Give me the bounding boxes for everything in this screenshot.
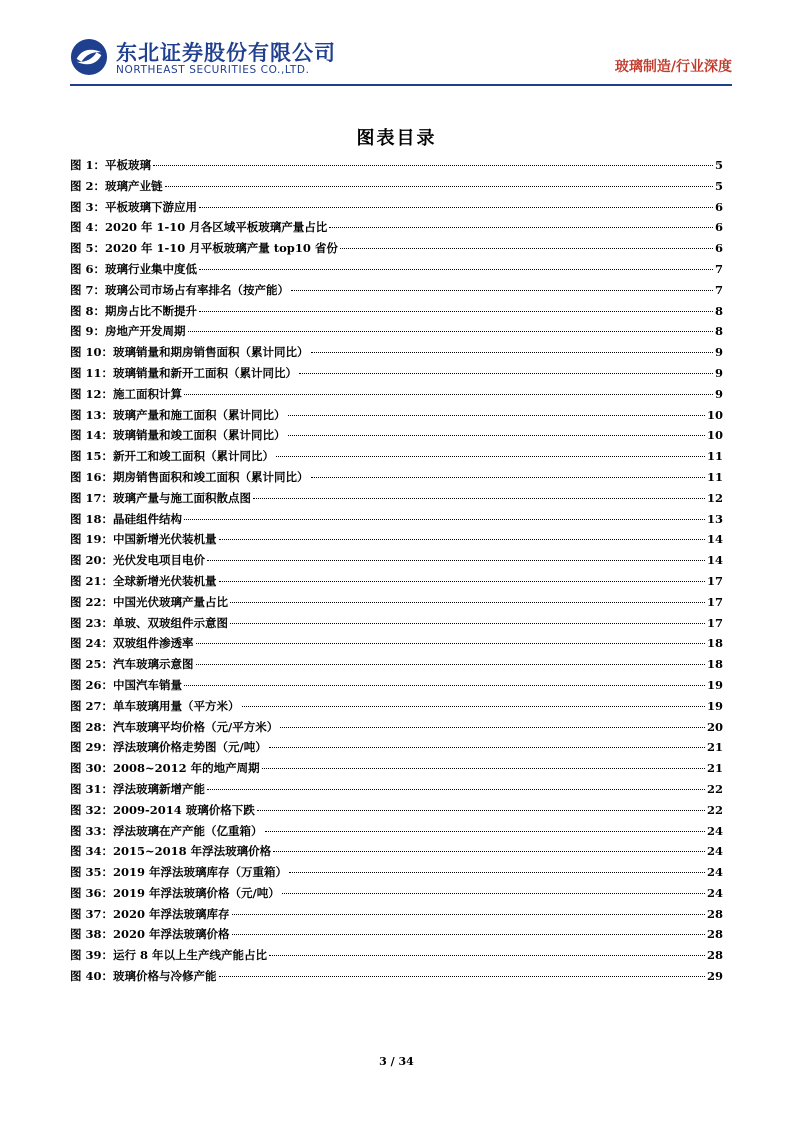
toc-entry[interactable] [70, 906, 723, 927]
toc-entry-page: 6 [714, 241, 723, 256]
toc-entry[interactable] [70, 760, 723, 781]
toc-entry-label: 图 34：2015~2018 年浮法玻璃价格 [70, 844, 272, 859]
dot-leader [257, 810, 705, 811]
toc-entry-page: 7 [714, 261, 723, 276]
dot-leader [269, 747, 705, 748]
dot-leader [207, 560, 705, 561]
dot-leader [199, 311, 713, 312]
toc-entry-label: 图 10：玻璃销量和期房销售面积（累计同比） [70, 345, 309, 360]
toc-entry-label: 图 33：浮法玻璃在产产能（亿重箱） [70, 823, 263, 838]
toc-entry-page: 22 [706, 802, 723, 817]
dot-leader [288, 435, 705, 436]
toc-entry-label: 图 18：晶硅组件结构 [70, 511, 183, 526]
toc-entry[interactable] [70, 344, 723, 365]
dot-leader [273, 851, 705, 852]
toc-entry-label: 图 35：2019 年浮法玻璃库存（万重箱） [70, 865, 288, 880]
toc-entry[interactable] [70, 386, 723, 407]
dot-leader [280, 727, 705, 728]
toc-entry-page: 13 [706, 511, 723, 526]
toc-entry-label: 图 5：2020 年 1-10 月平板玻璃产量 top10 省份 [70, 241, 338, 256]
dot-leader [196, 664, 705, 665]
toc-entry-label: 图 26：中国汽车销量 [70, 677, 183, 692]
toc-entry[interactable] [70, 802, 723, 823]
dot-leader [269, 955, 705, 956]
toc-entry[interactable] [70, 739, 723, 760]
dot-leader [262, 768, 705, 769]
toc-entry[interactable] [70, 656, 723, 677]
toc-entry-page: 14 [706, 532, 723, 547]
toc-entry-label: 图 27：单车玻璃用量（平方米） [70, 698, 240, 713]
toc-entry-page: 19 [706, 698, 723, 713]
report-section-tag: 玻璃制造/行业深度 [614, 59, 732, 75]
toc-entry[interactable] [70, 490, 723, 511]
dot-leader [311, 477, 705, 478]
toc-entry-page: 17 [706, 594, 723, 609]
toc-entry-page: 9 [714, 345, 723, 360]
toc-entry-page: 6 [714, 220, 723, 235]
toc-entry[interactable] [70, 261, 723, 282]
toc-entry[interactable] [70, 823, 723, 844]
toc-entry[interactable] [70, 157, 723, 178]
toc-entry-label: 图 40：玻璃价格与冷修产能 [70, 969, 217, 984]
dot-leader [242, 706, 705, 707]
toc-entry-label: 图 38：2020 年浮法玻璃价格 [70, 927, 230, 942]
toc-entry-page: 7 [714, 282, 723, 297]
toc-entry-page: 28 [706, 906, 723, 921]
toc-entry-page: 11 [706, 449, 723, 464]
toc-entry-page: 14 [706, 553, 723, 568]
toc-entry-label: 图 25：汽车玻璃示意图 [70, 657, 194, 672]
toc-entry[interactable] [70, 240, 723, 261]
dot-leader [153, 165, 713, 166]
toc-entry-page: 17 [706, 615, 723, 630]
dot-leader [199, 207, 713, 208]
toc-entry-label: 图 32：2009-2014 玻璃价格下跌 [70, 802, 255, 817]
toc-entry-page: 21 [706, 761, 723, 776]
toc-entry[interactable] [70, 282, 723, 303]
toc-entry-page: 5 [714, 178, 723, 193]
toc-entry-label: 图 22：中国光伏玻璃产量占比 [70, 594, 229, 609]
dot-leader [196, 643, 705, 644]
dot-leader [219, 539, 705, 540]
dot-leader [188, 331, 713, 332]
toc-entry-label: 图 12：施工面积计算 [70, 386, 183, 401]
toc-entry-page: 24 [706, 823, 723, 838]
toc-entry-page: 10 [706, 428, 723, 443]
toc-entry[interactable] [70, 303, 723, 324]
dot-leader [340, 248, 713, 249]
dot-leader [230, 623, 705, 624]
toc-entry-label: 图 28：汽车玻璃平均价格（元/平方米） [70, 719, 279, 734]
toc-entry[interactable] [70, 511, 723, 532]
toc-entry-label: 图 13：玻璃产量和施工面积（累计同比） [70, 407, 286, 422]
dot-leader [288, 415, 705, 416]
toc-entry[interactable] [70, 427, 723, 448]
toc-entry-page: 8 [714, 303, 723, 318]
dot-leader [165, 186, 713, 187]
toc-entry-label: 图 20：光伏发电项目电价 [70, 553, 206, 568]
toc-entry[interactable] [70, 573, 723, 594]
page-header [70, 34, 732, 84]
toc-entry[interactable] [70, 199, 723, 220]
dot-leader [265, 831, 705, 832]
dot-leader [232, 914, 705, 915]
company-name-cn: 东北证券股份有限公司 [116, 41, 336, 65]
company-name-en: NORTHEAST SECURITIES CO.,LTD. [116, 64, 310, 76]
toc-entry-label: 图 23：单玻、双玻组件示意图 [70, 615, 229, 630]
dot-leader [232, 934, 705, 935]
toc-entry[interactable] [70, 864, 723, 885]
toc-entry[interactable] [70, 947, 723, 968]
toc-entry-label: 图 14：玻璃销量和竣工面积（累计同比） [70, 428, 286, 443]
toc-entry[interactable] [70, 781, 723, 802]
toc-entry-page: 6 [714, 199, 723, 214]
toc-entry-page: 20 [706, 719, 723, 734]
page-number: 3 / 34 [379, 1055, 414, 1068]
toc-entry-page: 24 [706, 844, 723, 859]
toc-entry-page: 9 [714, 386, 723, 401]
toc-entry[interactable] [70, 885, 723, 906]
toc-entry[interactable] [70, 365, 723, 386]
toc-entry-label: 图 16：期房销售面积和竣工面积（累计同比） [70, 469, 309, 484]
toc-entry-page: 28 [706, 927, 723, 942]
toc-entry-label: 图 15：新开工和竣工面积（累计同比） [70, 449, 275, 464]
toc-entry-page: 18 [706, 636, 723, 651]
toc-entry[interactable] [70, 677, 723, 698]
toc-entry[interactable] [70, 968, 723, 989]
toc-entry-page: 5 [714, 158, 723, 172]
toc-entry-label: 图 29：浮法玻璃价格走势图（元/吨） [70, 740, 267, 755]
toc-entry[interactable] [70, 594, 723, 615]
toc-entry-page: 24 [706, 885, 723, 900]
toc-entry[interactable] [70, 448, 723, 469]
dot-leader [184, 519, 705, 520]
toc-entry-page: 19 [706, 677, 723, 692]
toc-entry[interactable] [70, 615, 723, 636]
dot-leader [219, 976, 705, 977]
toc-entry-label: 图 7：玻璃公司市场占有率排名（按产能） [70, 282, 290, 297]
toc-entry-label: 图 1：平板玻璃 [70, 158, 152, 172]
toc-entry-label: 图 3：平板玻璃下游应用 [70, 199, 198, 214]
northeast-securities-logo-icon [70, 38, 108, 76]
dot-leader [184, 394, 713, 395]
toc-entry[interactable] [70, 635, 723, 656]
dot-leader [184, 685, 705, 686]
dot-leader [199, 269, 713, 270]
toc-entry-page: 28 [706, 948, 723, 963]
toc-entry-page: 8 [714, 324, 723, 339]
dot-leader [299, 373, 713, 374]
toc-entry[interactable] [70, 178, 723, 199]
dot-leader [207, 789, 705, 790]
toc-entry-label: 图 8：期房占比不断提升 [70, 303, 198, 318]
toc-entry-label: 图 31：浮法玻璃新增产能 [70, 781, 206, 796]
toc-entry[interactable] [70, 843, 723, 864]
dot-leader [230, 602, 705, 603]
toc-entry[interactable] [70, 698, 723, 719]
toc-entry-label: 图 11：玻璃销量和新开工面积（累计同比） [70, 365, 298, 380]
toc-entry[interactable] [70, 323, 723, 344]
dot-leader [253, 498, 705, 499]
toc-entry-page: 9 [714, 365, 723, 380]
dot-leader [289, 872, 705, 873]
toc-entry-label: 图 6：玻璃行业集中度低 [70, 261, 198, 276]
dot-leader [329, 227, 713, 228]
toc-entry-page: 10 [706, 407, 723, 422]
toc-entry-page: 22 [706, 781, 723, 796]
figure-list [70, 157, 723, 989]
toc-entry[interactable] [70, 531, 723, 552]
dot-leader [219, 581, 705, 582]
dot-leader [291, 290, 713, 291]
toc-entry-label: 图 37：2020 年浮法玻璃库存 [70, 906, 230, 921]
dot-leader [282, 893, 705, 894]
toc-entry-page: 21 [706, 740, 723, 755]
toc-entry-label: 图 30：2008~2012 年的地产周期 [70, 761, 260, 776]
toc-entry[interactable] [70, 926, 723, 947]
toc-entry-label: 图 17：玻璃产量与施工面积散点图 [70, 490, 252, 505]
toc-entry[interactable] [70, 719, 723, 740]
dot-leader [276, 456, 705, 457]
toc-entry-label: 图 39：运行 8 年以上生产线产能占比 [70, 948, 268, 963]
toc-entry[interactable] [70, 552, 723, 573]
toc-entry-page: 17 [706, 573, 723, 588]
toc-entry-label: 图 21：全球新增光伏装机量 [70, 573, 217, 588]
toc-entry-label: 图 24：双玻组件渗透率 [70, 636, 194, 651]
toc-entry-label: 图 2：玻璃产业链 [70, 178, 163, 193]
toc-entry-label: 图 19：中国新增光伏装机量 [70, 532, 217, 547]
toc-title: 图表目录 [356, 128, 437, 149]
toc-entry-page: 18 [706, 657, 723, 672]
toc-entry[interactable] [70, 469, 723, 490]
dot-leader [311, 352, 713, 353]
toc-entry-page: 29 [706, 969, 723, 984]
toc-entry-label: 图 9：房地产开发周期 [70, 324, 186, 339]
toc-entry[interactable] [70, 219, 723, 240]
toc-entry-page: 11 [706, 469, 723, 484]
toc-entry[interactable] [70, 407, 723, 428]
toc-entry-page: 12 [706, 490, 723, 505]
toc-entry-label: 图 36：2019 年浮法玻璃价格（元/吨） [70, 885, 280, 900]
toc-entry-label: 图 4：2020 年 1-10 月各区域平板玻璃产量占比 [70, 220, 328, 235]
toc-entry-page: 24 [706, 865, 723, 880]
header-divider [70, 84, 732, 86]
